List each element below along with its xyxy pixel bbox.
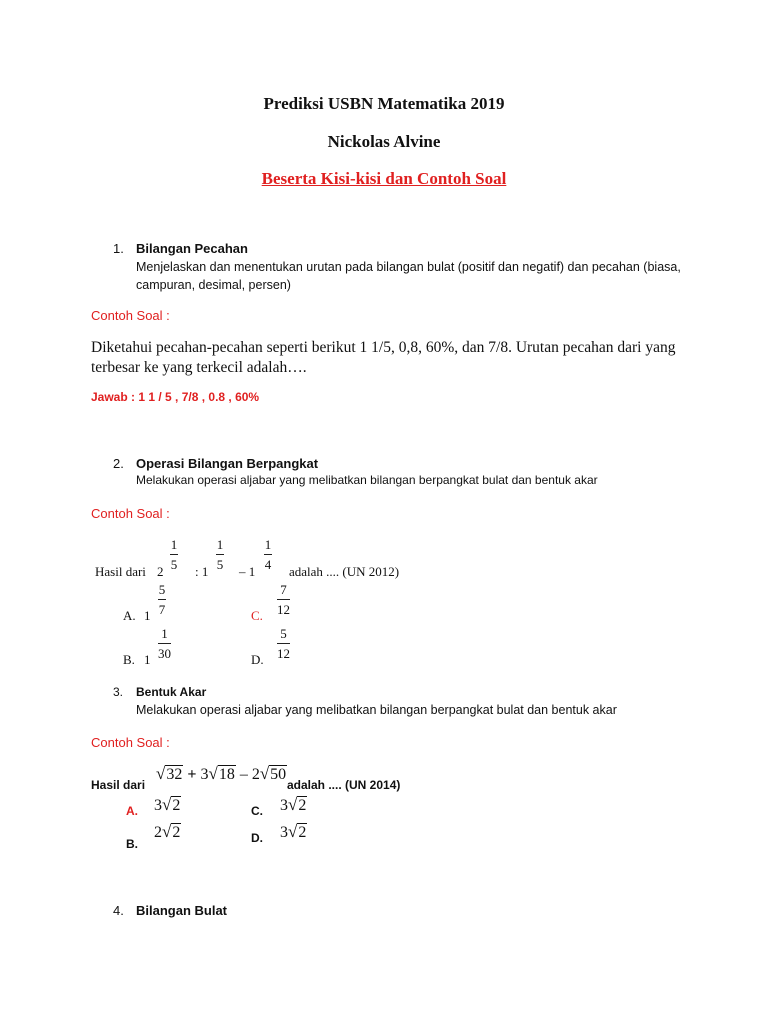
section-1-question-line1: Diketahui pecahan-pecahan seperti berikut 1 1/5, 0,8, 60%, dan 7/8. Urutan pecahan dari yang bbox=[91, 339, 676, 356]
option-c-radicand: 2 bbox=[298, 797, 307, 814]
option-c-label: C. bbox=[251, 804, 263, 818]
option-c-numerator: 7 bbox=[280, 582, 287, 597]
section-1-contoh-label: Contoh Soal : bbox=[91, 308, 170, 323]
term-1-numerator: 1 bbox=[170, 537, 178, 552]
option-d-denominator: 12 bbox=[277, 646, 290, 661]
option-b-fraction bbox=[158, 626, 171, 661]
term-3-denominator: 4 bbox=[264, 557, 272, 572]
operator-minus: – 1 bbox=[239, 564, 256, 579]
option-c-denominator: 12 bbox=[277, 602, 290, 617]
section-1-number: 1. bbox=[113, 241, 124, 256]
option-b-coefficient: 2 bbox=[154, 824, 162, 841]
section-3-contoh-label: Contoh Soal : bbox=[91, 735, 170, 750]
option-b-numerator: 1 bbox=[161, 626, 168, 641]
option-d-radicand: 2 bbox=[298, 824, 307, 841]
option-c-coefficient: 3 bbox=[280, 797, 288, 814]
section-3-number: 3. bbox=[113, 685, 124, 699]
option-c-label: C. bbox=[251, 608, 263, 623]
term-3-fraction bbox=[264, 537, 272, 572]
option-d-coefficient: 3 bbox=[280, 824, 288, 841]
document-author: Nickolas Alvine bbox=[327, 132, 441, 151]
radical-sign: √ bbox=[288, 822, 298, 841]
section-1-answer: Jawab : 1 1 / 5 , 7/8 , 0.8 , 60% bbox=[91, 390, 260, 404]
option-a-label: A. bbox=[126, 804, 138, 818]
option-b-value bbox=[154, 822, 181, 842]
coefficient-3: 2 bbox=[251, 766, 260, 783]
section-2-desc: Melakukan operasi aljabar yang melibatkan bilangan berpangkat bulat dan bentuk akar bbox=[136, 473, 598, 487]
section-2-question-prefix: Hasil dari bbox=[95, 564, 146, 579]
section-3-question-prefix: Hasil dari bbox=[91, 778, 146, 792]
radical-sign: √ bbox=[156, 764, 166, 783]
option-b-denominator: 30 bbox=[158, 646, 171, 661]
coefficient-2: 3 bbox=[200, 766, 209, 783]
option-a-fraction bbox=[158, 582, 166, 617]
option-b-label: B. bbox=[126, 837, 138, 851]
section-2-contoh-label: Contoh Soal : bbox=[91, 506, 170, 521]
radical-sign: √ bbox=[259, 764, 270, 783]
section-3-title: Bentuk Akar bbox=[136, 685, 207, 699]
option-a-numerator: 5 bbox=[158, 582, 166, 597]
section-4-title: Bilangan Bulat bbox=[136, 903, 228, 918]
term-2-fraction bbox=[216, 537, 224, 572]
plus-operator: + bbox=[187, 766, 197, 783]
section-2-number: 2. bbox=[113, 456, 124, 471]
fraction-bar bbox=[277, 599, 290, 600]
fraction-bar bbox=[158, 599, 166, 600]
option-b-radicand: 2 bbox=[172, 824, 181, 841]
section-3-desc: Melakukan operasi aljabar yang melibatkan bilangan berpangkat bulat dan bentuk akar bbox=[136, 703, 617, 717]
radical-sign: √ bbox=[162, 822, 172, 841]
option-c-fraction bbox=[277, 582, 290, 617]
option-a-denominator: 7 bbox=[158, 602, 166, 617]
option-b-whole: 1 bbox=[144, 652, 151, 667]
term-2-denominator: 5 bbox=[216, 557, 224, 572]
radical-sign: √ bbox=[208, 764, 218, 783]
section-2-title: Operasi Bilangan Berpangkat bbox=[136, 456, 319, 471]
document-title: Prediksi USBN Matematika 2019 bbox=[263, 94, 505, 113]
radical-sign: √ bbox=[288, 795, 298, 814]
option-a-value bbox=[154, 795, 181, 815]
section-4-number: 4. bbox=[113, 903, 124, 918]
radicand-2: 18 bbox=[218, 766, 235, 783]
option-d-numerator: 5 bbox=[280, 626, 287, 641]
fraction-bar bbox=[216, 554, 224, 555]
section-3-question-suffix: adalah .... (UN 2014) bbox=[287, 778, 401, 792]
term-1-whole: 2 bbox=[157, 564, 164, 579]
option-a-coefficient: 3 bbox=[154, 797, 162, 814]
section-1-desc-line1: Menjelaskan dan menentukan urutan pada bilangan bulat (positif dan negatif) dan pecahan (biasa, bbox=[136, 260, 681, 274]
minus-operator: – bbox=[239, 766, 248, 783]
section-1-title: Bilangan Pecahan bbox=[136, 241, 248, 256]
fraction-bar bbox=[158, 643, 171, 644]
option-a-label: A. bbox=[123, 608, 136, 623]
term-1-denominator: 5 bbox=[170, 557, 178, 572]
section-1-question-line2: terbesar ke yang terkecil adalah…. bbox=[91, 359, 307, 376]
option-a-whole: 1 bbox=[144, 608, 151, 623]
term-3-numerator: 1 bbox=[264, 537, 272, 552]
operator-divide: : 1 bbox=[195, 564, 209, 579]
radical-expression bbox=[156, 764, 287, 784]
section-2-question-suffix: adalah .... (UN 2012) bbox=[289, 564, 400, 579]
radicand-3: 50 bbox=[270, 766, 287, 783]
option-c-value bbox=[280, 795, 307, 815]
option-b-label: B. bbox=[123, 652, 135, 667]
term-2-numerator: 1 bbox=[216, 537, 224, 552]
fraction-bar bbox=[264, 554, 272, 555]
option-a-radicand: 2 bbox=[172, 797, 181, 814]
option-d-label: D. bbox=[251, 831, 263, 845]
radicand-1: 32 bbox=[166, 766, 183, 783]
option-d-label: D. bbox=[251, 652, 264, 667]
section-1-desc-line2: campuran, desimal, persen) bbox=[136, 278, 291, 292]
option-d-fraction bbox=[277, 626, 290, 661]
fraction-bar bbox=[277, 643, 290, 644]
fraction-bar bbox=[170, 554, 178, 555]
radical-sign: √ bbox=[162, 795, 172, 814]
term-1-fraction bbox=[170, 537, 178, 572]
document-subtitle: Beserta Kisi-kisi dan Contoh Soal bbox=[261, 169, 507, 188]
option-d-value bbox=[280, 822, 307, 842]
